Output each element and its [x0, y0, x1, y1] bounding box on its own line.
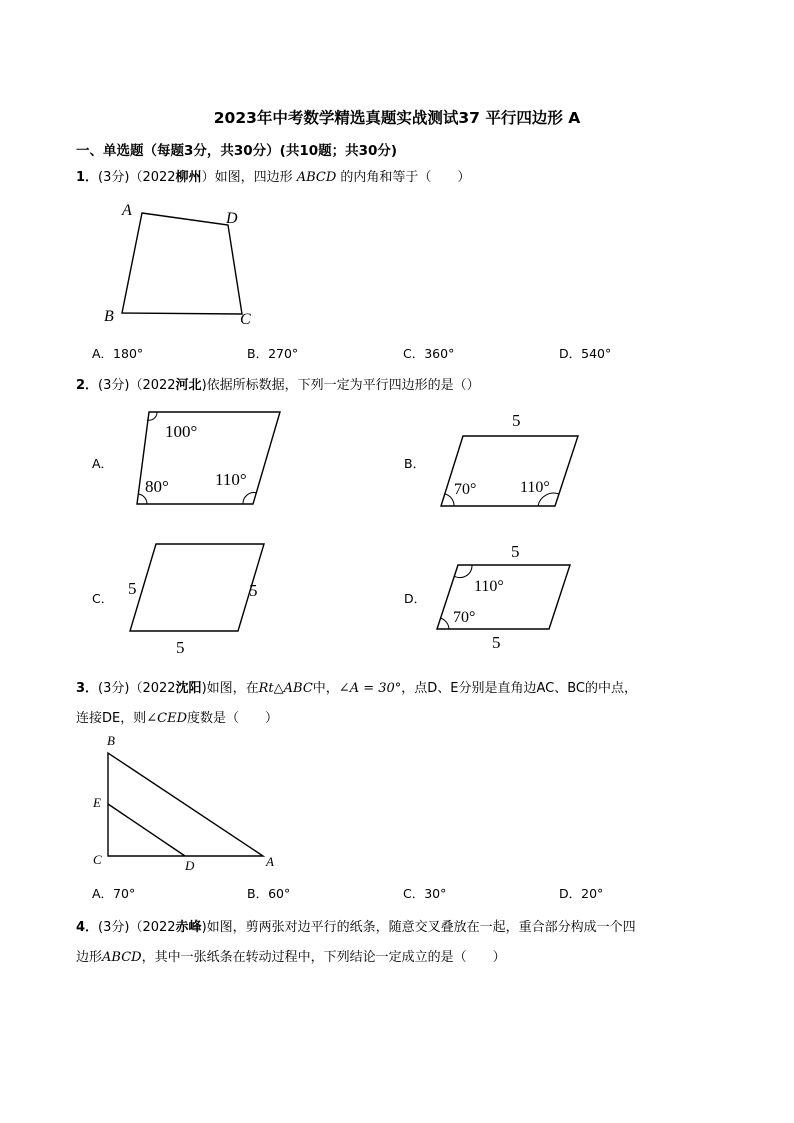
question-text: )如图，在 — [201, 681, 259, 696]
question-text: ，点D、E分别是直角边AC、BC的中点， — [401, 681, 638, 696]
side-label: 5 — [128, 579, 137, 598]
question-location: 柳州 — [175, 170, 202, 185]
question-meta: (3分)（2022 — [98, 170, 176, 185]
angle-label: 70° — [453, 609, 476, 626]
angle-label: 110° — [215, 470, 247, 489]
angle-label: 80° — [145, 477, 169, 496]
question-location: 赤峰 — [175, 920, 202, 935]
question-4-line-2 — [76, 946, 506, 965]
vertex-label: D — [185, 858, 195, 873]
option-a[interactable]: A． — [92, 456, 114, 471]
question-3-line-1 — [76, 677, 637, 696]
math-expression: Rt△ABC — [258, 681, 313, 696]
vertex-label: E — [93, 795, 101, 810]
question-number: 3． — [76, 681, 99, 696]
option-c-figure — [120, 540, 270, 660]
vertex-label: A — [122, 202, 132, 219]
vertex-label: C — [240, 311, 251, 328]
question-meta: (3分)（2022 — [98, 681, 176, 696]
question-meta: (3分)（2022 — [98, 378, 176, 393]
question-location: 河北 — [175, 378, 202, 393]
side-label: 5 — [512, 411, 521, 430]
option-a-figure — [135, 410, 285, 510]
question-number: 1． — [76, 170, 99, 185]
option-d[interactable]: D．540° — [559, 346, 612, 361]
section-heading: 一、单选题（每题3分，共30分）(共10题；共30分) — [76, 143, 398, 159]
question-text: ）如图，四边形 — [201, 170, 293, 185]
math-expression: ∠A = 30° — [338, 681, 402, 696]
triangle-figure — [88, 732, 283, 872]
question-text: 的内角和等于（ ） — [340, 170, 471, 185]
question-number: 4． — [76, 920, 99, 935]
option-d[interactable]: D． — [404, 591, 427, 606]
question-3-line-2 — [76, 707, 278, 726]
quadrilateral-figure — [100, 198, 270, 333]
angle-label: 70° — [454, 481, 477, 498]
angle-label: 100° — [165, 422, 198, 441]
option-c[interactable]: C．30° — [403, 886, 447, 901]
math-expression: ABCD — [296, 170, 337, 185]
page-title: 2023年中考数学精选真题实战测试37 平行四边形 A — [213, 109, 581, 127]
question-meta: (3分)（2022 — [98, 920, 176, 935]
option-b[interactable]: B．270° — [247, 346, 299, 361]
question-text: 度数是（ ） — [187, 711, 279, 726]
option-c[interactable]: C．360° — [403, 346, 455, 361]
option-d-figure — [434, 540, 579, 655]
angle-label: 110° — [474, 578, 504, 595]
option-b[interactable]: B．60° — [247, 886, 291, 901]
vertex-label: A — [266, 854, 274, 869]
vertex-label: B — [107, 733, 115, 748]
option-a[interactable]: A．180° — [92, 346, 144, 361]
question-text: 连接DE，则 — [76, 711, 147, 726]
option-b[interactable]: B． — [404, 456, 426, 471]
math-expression: ∠CED — [146, 711, 187, 726]
question-text: ，其中一张纸条在转动过程中，下列结论一定成立的是（ ） — [141, 950, 506, 965]
option-d[interactable]: D．20° — [559, 886, 604, 901]
side-label: 5 — [492, 633, 501, 652]
vertex-label: D — [226, 210, 238, 227]
option-a[interactable]: A．70° — [92, 886, 136, 901]
vertex-label: B — [104, 308, 114, 325]
question-2 — [76, 374, 480, 393]
side-label: 5 — [249, 581, 258, 600]
side-label: 5 — [511, 542, 520, 561]
question-number: 2． — [76, 378, 99, 393]
question-4-line-1 — [76, 916, 636, 935]
question-text: 中， — [312, 681, 339, 696]
question-text: )如图，剪两张对边平行的纸条，随意交叉叠放在一起，重合部分构成一个四 — [201, 920, 636, 935]
vertex-label: C — [93, 852, 102, 867]
math-expression: ABCD — [102, 950, 142, 965]
angle-label: 110° — [520, 479, 550, 496]
option-b-figure — [438, 408, 583, 510]
question-1 — [76, 166, 470, 185]
side-label: 5 — [176, 638, 185, 657]
question-text: 边形 — [76, 950, 103, 965]
question-text: )依据所标数据，下列一定为平行四边形的是（） — [201, 378, 480, 393]
question-location: 沈阳 — [175, 681, 202, 696]
option-c[interactable]: C． — [92, 591, 114, 606]
